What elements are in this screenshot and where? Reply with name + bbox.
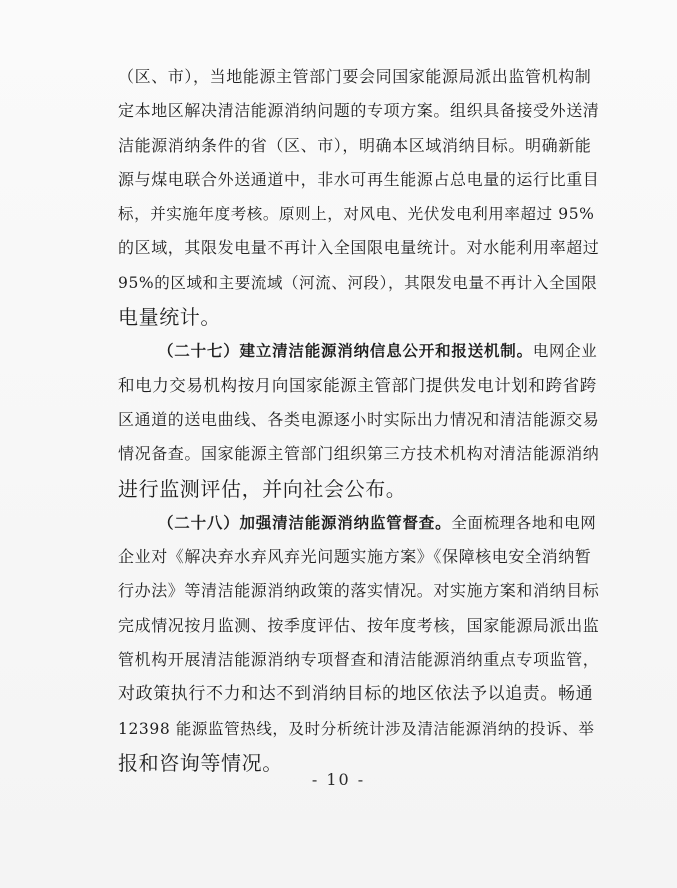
text-line: 12398 能源监管热线，及时分析统计涉及清洁能源消纳的投诉、举 (118, 719, 595, 738)
paragraph-1 (118, 60, 600, 334)
text-line: 洁能源消纳条件的省（区、市），明确本区域消纳目标。明确新能 (118, 135, 592, 155)
text-line: （区、市），当地能源主管部门要会同国家能源局派出监管机构制 (118, 67, 592, 86)
text-run: 全面梳理各地和电网 (451, 513, 597, 532)
text-line: 报和咨询等情况。 (118, 750, 283, 775)
section-heading-28: （二十八）加强清洁能源消纳监管督查。 (158, 512, 452, 532)
paragraph-3 (118, 506, 600, 780)
text-line: 和电力交易机构按月向国家能源主管部门提供发电计划和跨省跨 (118, 375, 597, 395)
document-body (118, 60, 600, 780)
text-line: 的区域，其限发电量不再计入全国限电量统计。对水能利用率超过 (118, 238, 600, 258)
page-number: - 10 - (311, 770, 366, 789)
text-line: 源与煤电联合外送通道中，非水可再生能源占总电量的运行比重目 (118, 169, 600, 189)
text-line: 95%的区域和主要流域（河流、河段），其限发电量不再计入全国限 (118, 273, 598, 292)
text-line: 电量统计。 (118, 305, 221, 330)
text-line: 进行监测评估，并向社会公布。 (118, 476, 407, 501)
text-run: 电网企业 (532, 342, 598, 361)
text-line: 对政策执行不力和达不到消纳目标的地区依法予以追责。畅通 (118, 684, 594, 705)
text-line: 区通道的送电曲线、各类电源逐小时实际出力情况和清洁能源交易 (118, 409, 600, 429)
paragraph-2 (118, 334, 600, 505)
text-line: 企业对《解决弃水弃风弃光问题实施方案》《保障核电安全消纳暂 (118, 547, 592, 567)
text-line: 标，并实施年度考核。原则上，对风电、光伏发电利用率超过 95% (118, 205, 595, 224)
text-line: 定本地区解决清洁能源消纳问题的专项方案。组织具备接受外送清 (118, 101, 600, 121)
text-line: 完成情况按月监测、按季度评估、按年度考核，国家能源局派出监 (118, 615, 600, 635)
text-line-first (118, 506, 600, 540)
text-line: 行办法》等清洁能源消纳政策的落实情况。对实施方案和消纳目标 (118, 581, 600, 601)
section-heading-27: （二十七）建立清洁能源消纳信息公开和报送机制。 (158, 341, 533, 361)
text-line: 情况备查。国家能源主管部门组织第三方技术机构对清洁能源消纳 (118, 444, 600, 464)
text-line: 管机构开展清洁能源消纳专项督查和清洁能源消纳重点专项监管， (118, 650, 600, 670)
text-line-first (118, 334, 600, 368)
